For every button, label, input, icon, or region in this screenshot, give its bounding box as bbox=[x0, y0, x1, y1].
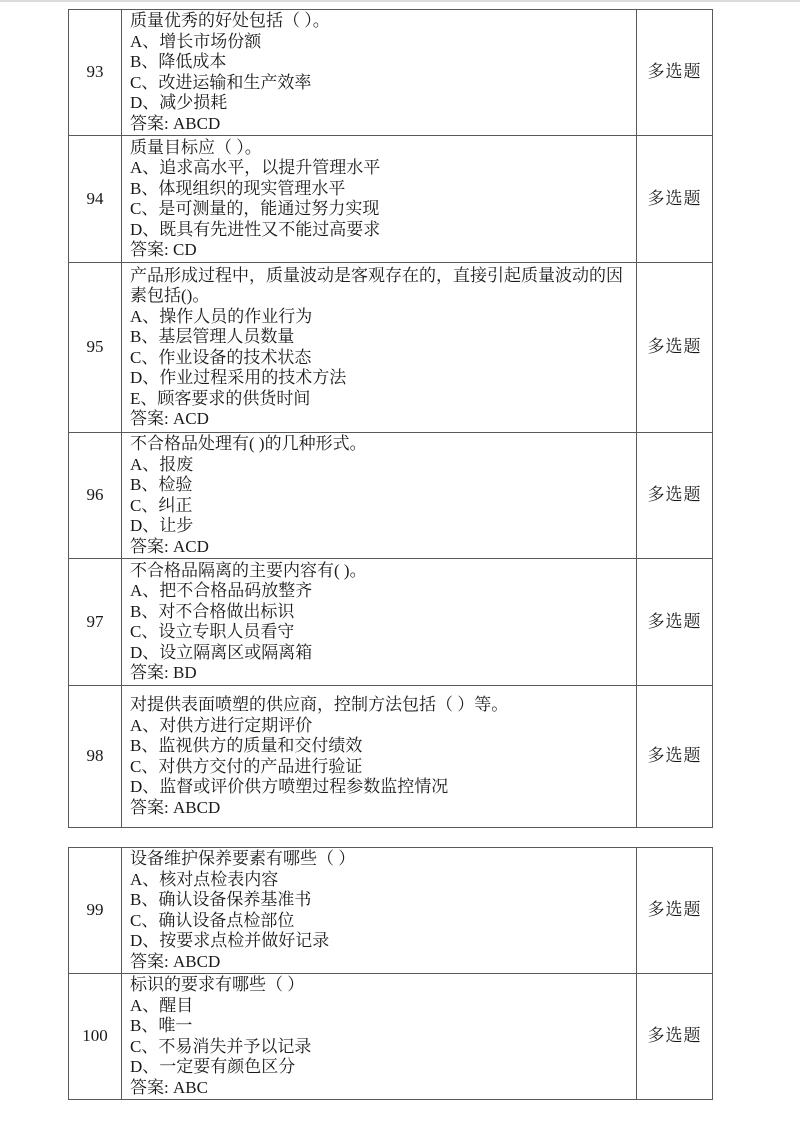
option-item: B、基层管理人员数量 bbox=[130, 327, 295, 346]
option-item: C、确认设备点检部位 bbox=[130, 910, 295, 930]
option-item: D、设立隔离区或隔离箱 bbox=[130, 642, 313, 662]
answer-label: 答案: bbox=[130, 663, 173, 682]
option-item: B、唯一 bbox=[130, 1016, 193, 1035]
option-item: C、改进运输和生产效率 bbox=[130, 72, 312, 92]
option-item: A、增长市场份额 bbox=[130, 31, 262, 51]
question-type: 多选题 bbox=[647, 746, 702, 766]
question-body-cell bbox=[122, 974, 637, 1100]
option-item: B、监视供方的质量和交付绩效 bbox=[130, 736, 363, 755]
option-item: B、对不合格做出标识 bbox=[130, 601, 295, 621]
option-item: D、让步 bbox=[130, 516, 194, 535]
option-item: A、对供方进行定期评价 bbox=[130, 715, 313, 735]
question-type: 多选题 bbox=[647, 611, 702, 631]
question-type-cell bbox=[637, 10, 713, 136]
answer-label: 答案: bbox=[130, 1077, 173, 1097]
answer-value: BD bbox=[172, 663, 197, 682]
question-text: 质量优秀的好处包括（ ）。 bbox=[130, 11, 330, 30]
option-item: A、报废 bbox=[130, 454, 194, 474]
question-type-cell bbox=[637, 433, 713, 559]
answer-label: 答案: bbox=[130, 536, 173, 556]
answer-line bbox=[130, 663, 630, 684]
question-text: 设备维护保养要素有哪些（ ） bbox=[130, 849, 356, 868]
option-item: A、操作人员的作业行为 bbox=[130, 306, 313, 326]
question-number-cell bbox=[69, 559, 122, 686]
option-item: D、减少损耗 bbox=[130, 93, 228, 112]
option-item: B、确认设备保养基准书 bbox=[130, 890, 312, 909]
question-number-cell bbox=[69, 433, 122, 559]
answer-label: 答案: bbox=[130, 797, 173, 817]
question-row bbox=[69, 848, 713, 974]
question-text: 不合格品处理有( )的几种形式。 bbox=[130, 434, 367, 453]
question-number: 95 bbox=[86, 337, 104, 357]
question-text: 对提供表面喷塑的供应商，控制方法包括（ ）等。 bbox=[130, 695, 509, 714]
question-number: 98 bbox=[86, 746, 104, 766]
question-row bbox=[69, 433, 713, 559]
answer-label: 答案: bbox=[130, 240, 173, 259]
option-item: C、不易消失并予以记录 bbox=[130, 1036, 312, 1056]
option-item: C、是可测量的，能通过努力实现 bbox=[130, 199, 380, 218]
question-type-cell bbox=[637, 559, 713, 686]
question-body-cell bbox=[122, 136, 637, 263]
option-item: B、体现组织的现实管理水平 bbox=[130, 178, 346, 198]
question-text: 不合格品隔离的主要内容有( )。 bbox=[130, 560, 367, 580]
answer-line bbox=[130, 798, 630, 819]
question-body-cell bbox=[122, 848, 637, 974]
option-list bbox=[130, 996, 630, 1078]
question-number-cell bbox=[69, 686, 122, 828]
answer-line bbox=[130, 240, 630, 261]
option-list bbox=[130, 455, 630, 537]
answer-value: CD bbox=[172, 240, 197, 259]
option-item: C、纠正 bbox=[130, 495, 193, 515]
answer-line bbox=[130, 1078, 630, 1099]
answer-label: 答案: bbox=[130, 409, 173, 428]
option-item: D、既具有先进性又不能过高要求 bbox=[130, 219, 381, 239]
option-list bbox=[130, 581, 630, 663]
question-rows-2 bbox=[69, 848, 713, 1100]
question-body-cell bbox=[122, 433, 637, 559]
question-number: 96 bbox=[86, 485, 104, 505]
question-row bbox=[69, 10, 713, 136]
option-item: D、按要求点检并做好记录 bbox=[130, 931, 330, 950]
question-type-cell bbox=[637, 686, 713, 828]
option-item: B、检验 bbox=[130, 475, 193, 494]
answer-value: ABCD bbox=[172, 951, 221, 971]
answer-value: ACD bbox=[172, 409, 209, 428]
question-number-cell bbox=[69, 848, 122, 974]
question-rows-1 bbox=[69, 10, 713, 828]
option-item: A、追求高水平，以提升管理水平 bbox=[130, 158, 381, 177]
question-row bbox=[69, 136, 713, 263]
answer-line bbox=[130, 409, 630, 430]
answer-value: ABCD bbox=[172, 797, 221, 817]
option-list bbox=[130, 158, 630, 240]
answer-value: ABC bbox=[172, 1077, 208, 1097]
question-body-cell bbox=[122, 10, 637, 136]
question-number-cell bbox=[69, 263, 122, 433]
option-list bbox=[130, 32, 630, 114]
answer-value: ABCD bbox=[172, 113, 221, 133]
question-type-cell bbox=[637, 263, 713, 433]
question-type: 多选题 bbox=[647, 337, 702, 357]
option-list bbox=[130, 716, 630, 798]
question-number: 97 bbox=[86, 611, 104, 631]
question-type: 多选题 bbox=[647, 485, 702, 505]
question-text: 质量目标应（ ）。 bbox=[130, 137, 262, 157]
question-number: 100 bbox=[82, 1026, 108, 1046]
question-table-2 bbox=[68, 847, 713, 1100]
question-number-cell bbox=[69, 136, 122, 263]
question-text: 产品形成过程中，质量波动是客观存在的，直接引起质量波动的因素包括()。 bbox=[130, 265, 623, 305]
question-table-1 bbox=[68, 9, 713, 828]
question-type: 多选题 bbox=[647, 1026, 702, 1046]
question-number-cell bbox=[69, 10, 122, 136]
question-type-cell bbox=[637, 848, 713, 974]
question-row bbox=[69, 263, 713, 433]
option-item: A、核对点检表内容 bbox=[130, 869, 279, 889]
question-type-cell bbox=[637, 974, 713, 1100]
question-body-cell bbox=[122, 263, 637, 433]
question-row bbox=[69, 974, 713, 1100]
question-body-cell bbox=[122, 559, 637, 686]
option-item: E、顾客要求的供货时间 bbox=[130, 388, 311, 408]
option-item: C、设立专职人员看守 bbox=[130, 622, 295, 641]
option-list bbox=[130, 870, 630, 952]
question-type: 多选题 bbox=[647, 188, 702, 208]
question-number: 99 bbox=[86, 900, 104, 920]
question-type: 多选题 bbox=[647, 900, 702, 920]
question-row bbox=[69, 686, 713, 828]
question-number: 94 bbox=[86, 188, 104, 208]
option-item: D、监督或评价供方喷塑过程参数监控情况 bbox=[130, 777, 449, 796]
answer-line bbox=[130, 537, 630, 558]
page-top-divider bbox=[0, 0, 800, 2]
question-text: 标识的要求有哪些（ ） bbox=[130, 975, 305, 994]
question-type: 多选题 bbox=[647, 62, 702, 82]
answer-value: ACD bbox=[172, 536, 209, 556]
question-type-cell bbox=[637, 136, 713, 263]
option-item: D、一定要有颜色区分 bbox=[130, 1057, 296, 1076]
question-row bbox=[69, 559, 713, 686]
answer-label: 答案: bbox=[130, 951, 173, 971]
answer-label: 答案: bbox=[130, 113, 173, 133]
option-item: D、作业过程采用的技术方法 bbox=[130, 368, 347, 387]
option-item: A、醒目 bbox=[130, 995, 194, 1015]
question-body-cell bbox=[122, 686, 637, 828]
option-list bbox=[130, 307, 630, 410]
answer-line bbox=[130, 952, 630, 973]
question-number: 93 bbox=[86, 62, 104, 82]
question-number-cell bbox=[69, 974, 122, 1100]
option-item: B、降低成本 bbox=[130, 52, 227, 71]
option-item: A、把不合格品码放整齐 bbox=[130, 581, 313, 600]
answer-line bbox=[130, 114, 630, 135]
option-item: C、对供方交付的产品进行验证 bbox=[130, 756, 363, 776]
option-item: C、作业设备的技术状态 bbox=[130, 347, 312, 367]
